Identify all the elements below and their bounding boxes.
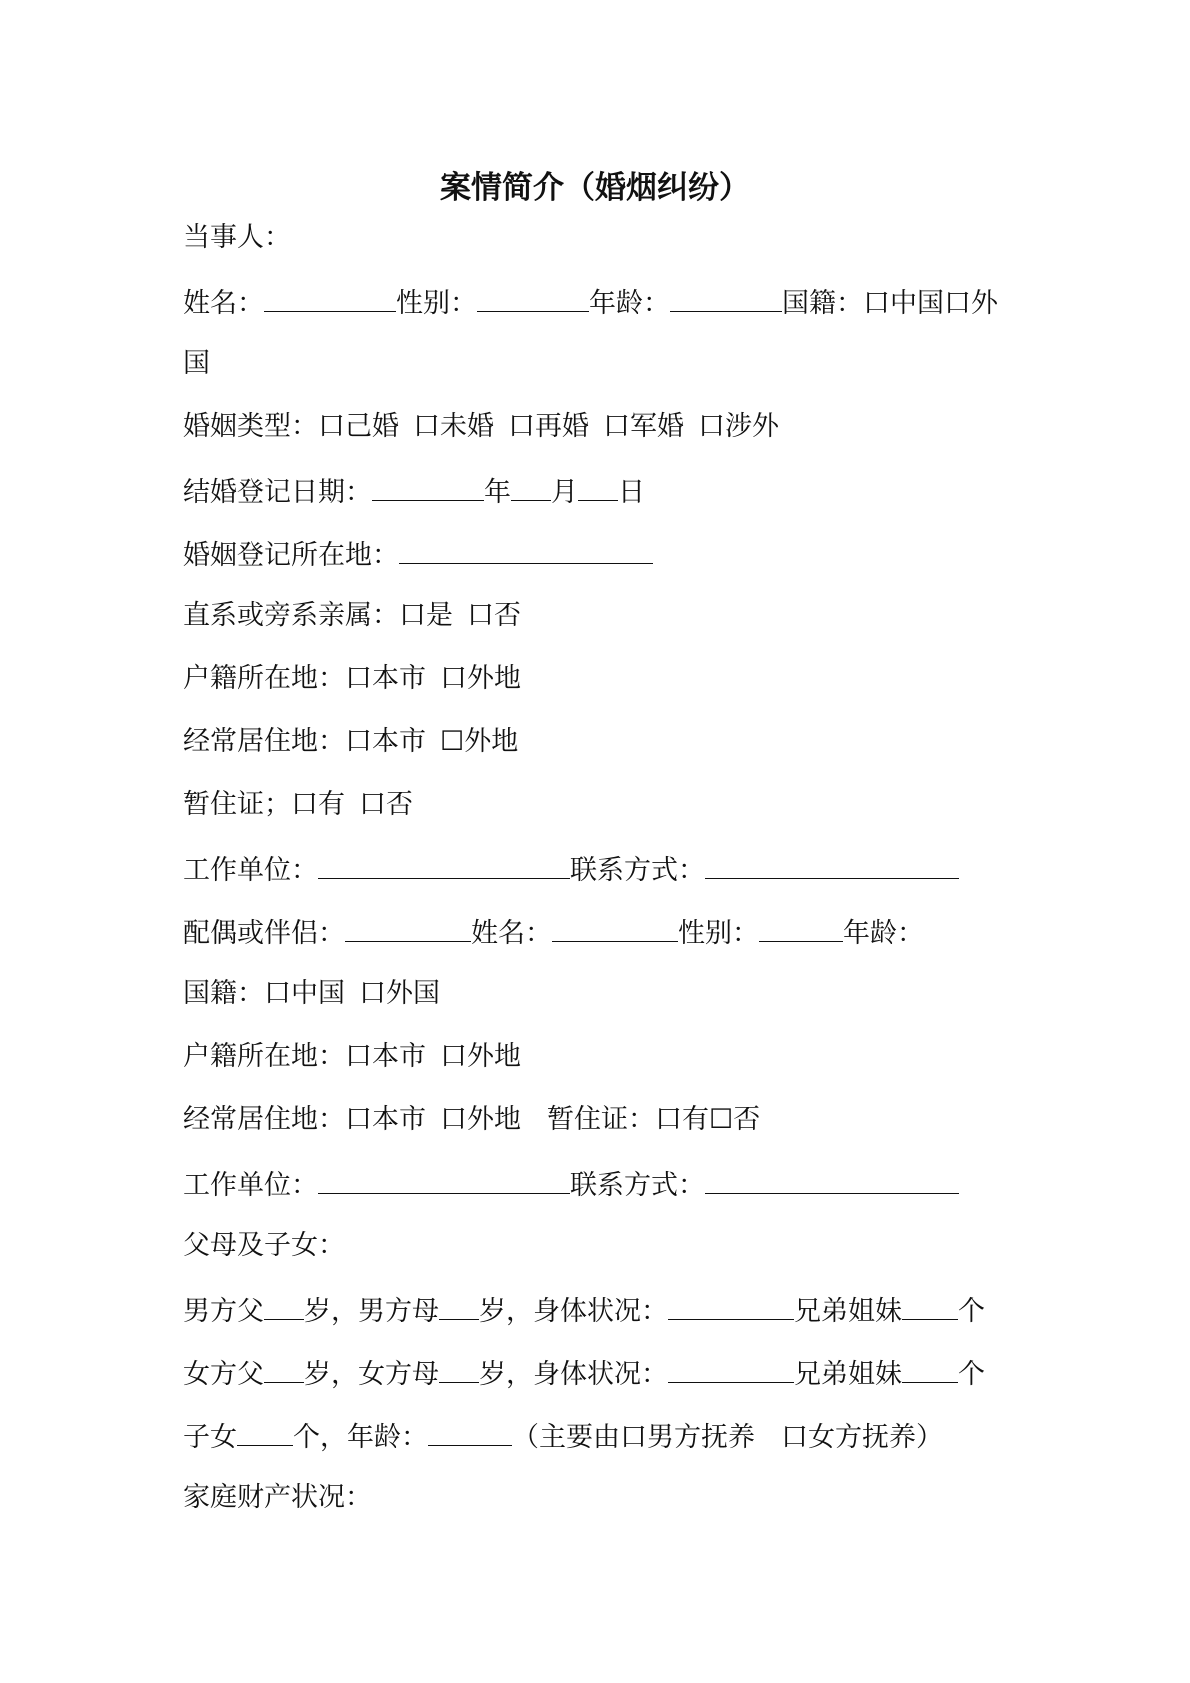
label-male-mother: 岁，男方母 <box>304 1296 439 1327</box>
blank-day[interactable] <box>578 470 618 501</box>
checkbox-icon[interactable]: 口 <box>944 288 971 319</box>
option-unmarried: 未婚 <box>440 411 494 442</box>
line-spouse-nationality <box>183 974 440 1014</box>
label-custody: （主要由 <box>512 1422 620 1453</box>
label-male-father: 男方父 <box>183 1296 264 1327</box>
option-no: 否 <box>386 789 413 820</box>
blank-siblings[interactable] <box>902 1352 958 1383</box>
label-year: 年 <box>484 477 511 508</box>
option-foreign-related: 涉外 <box>725 411 779 442</box>
checkbox-icon[interactable]: 口 <box>508 411 535 442</box>
line-registration-place <box>183 533 653 573</box>
checkbox-icon[interactable]: 口 <box>264 978 291 1009</box>
label-registration-place: 婚姻登记所在地： <box>183 540 399 571</box>
option-local: 本市 <box>372 1041 426 1072</box>
checkbox-icon[interactable]: 口 <box>863 288 890 319</box>
checkbox-icon[interactable]: 口 <box>399 600 426 631</box>
blank-health[interactable] <box>668 1289 794 1320</box>
option-local: 本市 <box>372 726 426 757</box>
option-local: 本市 <box>372 1104 426 1135</box>
blank-contact[interactable] <box>705 848 959 879</box>
line-spouse-household <box>183 1037 521 1077</box>
line-family-property <box>183 1478 372 1518</box>
label-work-unit: 工作单位： <box>183 1170 318 1201</box>
line-spouse-work-contact <box>183 1163 959 1203</box>
label-relatives: 直系或旁系亲属： <box>183 600 399 631</box>
label-nationality: 国籍： <box>782 288 863 319</box>
checkbox-icon[interactable]: 口 <box>440 663 467 694</box>
checkbox-icon[interactable]: 口 <box>345 1041 372 1072</box>
label-registration-date: 结婚登记日期： <box>183 477 372 508</box>
checkbox-icon[interactable]: 口 <box>781 1422 808 1453</box>
label-parties: 当事人： <box>183 222 291 253</box>
blank-work-unit[interactable] <box>318 848 570 879</box>
label-month: 月 <box>551 477 578 508</box>
line-household <box>183 659 521 699</box>
blank-siblings[interactable] <box>902 1289 958 1320</box>
label-nationality: 国籍： <box>183 978 264 1009</box>
line-registration-date <box>183 470 645 510</box>
line-wrap <box>183 344 210 384</box>
label-residence: 经常居住地： <box>183 1104 345 1135</box>
line-parties <box>183 218 291 258</box>
blank-male-father-age[interactable] <box>264 1289 304 1320</box>
option-foreign-part2: 国 <box>183 348 210 379</box>
option-nonlocal: 外地 <box>467 1041 521 1072</box>
option-military: 军婚 <box>630 411 684 442</box>
option-local: 本市 <box>372 663 426 694</box>
checkbox-icon[interactable]: ☐ <box>709 1104 734 1135</box>
checkbox-icon[interactable]: 口 <box>345 726 372 757</box>
label-age: 年龄： <box>589 288 670 319</box>
checkbox-icon[interactable]: 口 <box>318 411 345 442</box>
label-name: 姓名： <box>471 918 552 949</box>
line-spouse <box>183 911 924 951</box>
checkbox-icon[interactable]: 口 <box>603 411 630 442</box>
label-work-unit: 工作单位： <box>183 855 318 886</box>
line-spouse-residence <box>183 1100 760 1140</box>
label-marriage-type: 婚姻类型： <box>183 411 318 442</box>
label-children-age: 个，年龄： <box>293 1422 428 1453</box>
option-china: 中国 <box>890 288 944 319</box>
line-work-contact <box>183 848 959 888</box>
label-female-mother: 岁，女方母 <box>304 1359 439 1390</box>
blank-age[interactable] <box>670 281 782 312</box>
blank-female-father-age[interactable] <box>264 1352 304 1383</box>
option-no: 否 <box>733 1104 761 1135</box>
option-married: 己婚 <box>345 411 399 442</box>
label-name: 姓名： <box>183 288 264 319</box>
option-foreign: 外国 <box>386 978 440 1009</box>
option-has: 有 <box>318 789 345 820</box>
line-relatives <box>183 596 521 636</box>
blank-children-count[interactable] <box>237 1415 293 1446</box>
option-has: 有 <box>682 1104 709 1135</box>
blank-gender[interactable] <box>477 281 589 312</box>
checkbox-icon[interactable]: ☐ <box>440 726 465 757</box>
line-male-parents <box>183 1289 985 1329</box>
checkbox-icon[interactable]: 口 <box>345 663 372 694</box>
option-no: 否 <box>494 600 521 631</box>
blank-spouse-name[interactable] <box>552 911 678 942</box>
checkbox-icon[interactable]: 口 <box>620 1422 647 1453</box>
label-children: 子女 <box>183 1422 237 1453</box>
blank-spouse[interactable] <box>345 911 471 942</box>
checkbox-icon[interactable]: 口 <box>291 789 318 820</box>
option-nonlocal: 外地 <box>467 1104 521 1135</box>
line-name-gender-age <box>183 281 998 321</box>
label-contact: 联系方式： <box>570 855 705 886</box>
label-gender: 性别： <box>678 918 759 949</box>
blank-work-unit[interactable] <box>318 1163 570 1194</box>
label-spouse: 配偶或伴侣： <box>183 918 345 949</box>
label-health: 岁，身体状况： <box>479 1359 668 1390</box>
blank-month[interactable] <box>511 470 551 501</box>
option-china: 中国 <box>291 978 345 1009</box>
line-children <box>183 1415 943 1455</box>
label-temp-permit: 暂住证； <box>183 789 291 820</box>
checkbox-icon[interactable]: 口 <box>359 789 386 820</box>
document-title: 案情简介（婚烟纠纷） <box>440 170 750 206</box>
label-siblings: 兄弟姐妹 <box>794 1296 902 1327</box>
label-parents-children: 父母及子女： <box>183 1230 345 1261</box>
label-health: 岁，身体状况： <box>479 1296 668 1327</box>
blank-male-mother-age[interactable] <box>439 1289 479 1320</box>
line-marriage-type <box>183 407 779 447</box>
option-nonlocal: 外地 <box>464 726 519 757</box>
option-female-custody: 女方抚养） <box>808 1422 943 1453</box>
label-gender: 性别： <box>396 288 477 319</box>
option-yes: 是 <box>426 600 453 631</box>
label-temp-permit: 暂住证： <box>547 1104 655 1135</box>
checkbox-icon[interactable]: 口 <box>359 978 386 1009</box>
option-male-custody: 男方抚养 <box>647 1422 755 1453</box>
line-temp-permit <box>183 785 413 825</box>
label-household: 户籍所在地： <box>183 1041 345 1072</box>
checkbox-icon[interactable]: 口 <box>467 600 494 631</box>
label-residence: 经常居住地： <box>183 726 345 757</box>
line-residence <box>183 722 518 762</box>
blank-children-age[interactable] <box>428 1415 512 1446</box>
line-parents-children <box>183 1226 345 1266</box>
checkbox-icon[interactable]: 口 <box>345 1104 372 1135</box>
blank-health[interactable] <box>668 1352 794 1383</box>
label-contact: 联系方式： <box>570 1170 705 1201</box>
label-female-father: 女方父 <box>183 1359 264 1390</box>
blank-name[interactable] <box>264 281 396 312</box>
label-family-property: 家庭财产状况： <box>183 1482 372 1513</box>
blank-registration-place[interactable] <box>399 533 653 564</box>
line-female-parents <box>183 1352 985 1392</box>
label-household: 户籍所在地： <box>183 663 345 694</box>
option-nonlocal: 外地 <box>467 663 521 694</box>
label-count: 个 <box>958 1296 985 1327</box>
blank-female-mother-age[interactable] <box>439 1352 479 1383</box>
checkbox-icon[interactable]: 口 <box>440 1041 467 1072</box>
label-siblings: 兄弟姐妹 <box>794 1359 902 1390</box>
blank-contact[interactable] <box>705 1163 959 1194</box>
checkbox-icon[interactable]: 口 <box>655 1104 682 1135</box>
option-foreign-part: 外 <box>971 288 998 319</box>
option-remarried: 再婚 <box>535 411 589 442</box>
label-day: 日 <box>618 477 645 508</box>
label-count: 个 <box>958 1359 985 1390</box>
label-age: 年龄： <box>843 918 924 949</box>
blank-year[interactable] <box>372 470 484 501</box>
checkbox-icon[interactable]: 口 <box>413 411 440 442</box>
blank-spouse-gender[interactable] <box>759 911 843 942</box>
checkbox-icon[interactable]: 口 <box>440 1104 467 1135</box>
checkbox-icon[interactable]: 口 <box>698 411 725 442</box>
